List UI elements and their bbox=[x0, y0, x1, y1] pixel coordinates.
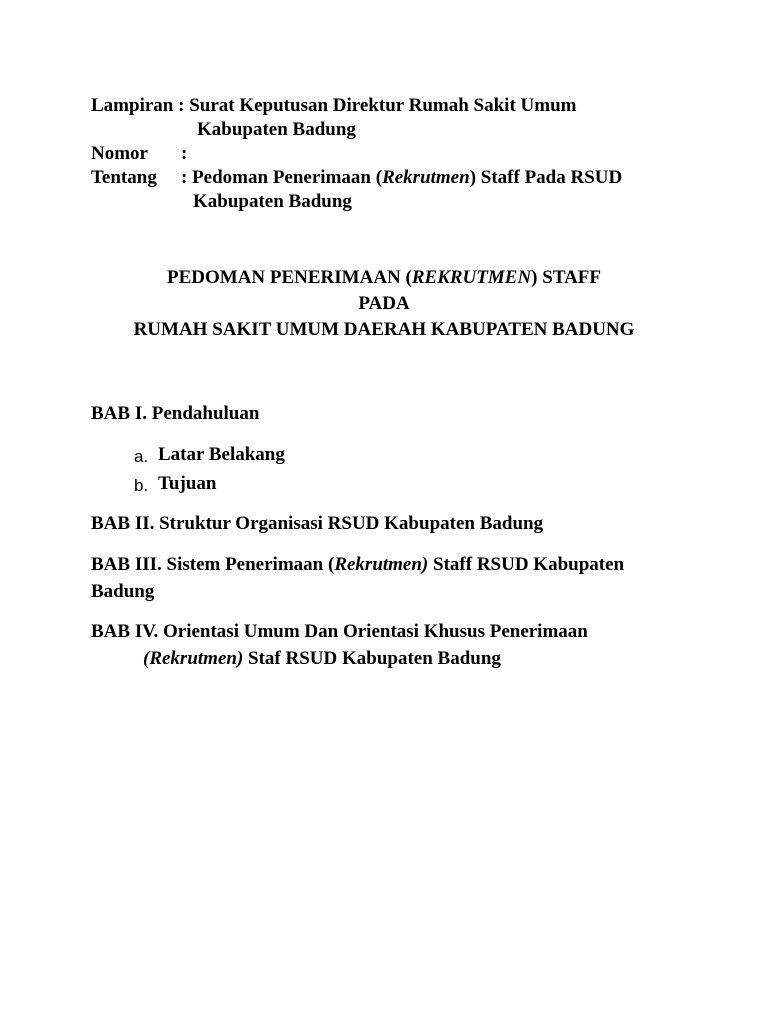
list-marker: b. bbox=[134, 476, 149, 495]
tentang-line1 bbox=[181, 166, 622, 190]
tentang-label: Tentang bbox=[91, 167, 157, 188]
nomor-label: Nomor bbox=[91, 143, 148, 164]
tentang-text-a: Pedoman Penerimaan ( bbox=[192, 167, 383, 188]
lampiran-text-line1: Surat Keputusan Direktur Rumah Sakit Umum bbox=[189, 95, 577, 116]
tentang-colon: : bbox=[181, 167, 188, 188]
lampiran-line bbox=[91, 94, 576, 118]
bab4-heading-line1: BAB IV. Orientasi Umum Dan Orientasi Khusus Penerimaan bbox=[91, 621, 588, 642]
bab3-text-italic: Rekrutmen) bbox=[334, 554, 429, 575]
lampiran-text-line2: Kabupaten Badung bbox=[197, 119, 356, 140]
lampiran-label: Lampiran bbox=[91, 95, 174, 116]
nomor-colon: : bbox=[181, 143, 188, 164]
bab4-text-italic: (Rekrutmen) bbox=[143, 648, 244, 669]
bab3-text-a: BAB III. Sistem Penerimaan ( bbox=[91, 554, 335, 575]
list-marker: a. bbox=[134, 447, 149, 466]
tentang-text-italic: Rekrutmen bbox=[382, 167, 470, 188]
bab3-text-c: Staff RSUD Kabupaten bbox=[428, 554, 625, 575]
title-line1 bbox=[0, 266, 768, 290]
lampiran-colon: : bbox=[178, 95, 185, 116]
bab4-heading-line2 bbox=[143, 647, 501, 671]
tentang-text-line2: Kabupaten Badung bbox=[193, 191, 352, 212]
list-item-text: Tujuan bbox=[158, 473, 217, 494]
title-line1-italic: REKRUTMEN bbox=[411, 267, 532, 288]
bab3-heading-line1 bbox=[91, 553, 624, 577]
tentang-text-c: ) Staff Pada RSUD bbox=[469, 167, 623, 188]
bab2-heading: BAB II. Struktur Organisasi RSUD Kabupaten Badung bbox=[91, 513, 544, 534]
title-line3: RUMAH SAKIT UMUM DAERAH KABUPATEN BADUNG bbox=[133, 319, 635, 340]
title-line2: PADA bbox=[358, 293, 410, 314]
title-line1-a: PEDOMAN PENERIMAAN ( bbox=[166, 267, 412, 288]
bab4-text-b: Staf RSUD Kabupaten Badung bbox=[243, 648, 501, 669]
title-line1-c: ) STAFF bbox=[531, 267, 602, 288]
bab1-heading: BAB I. Pendahuluan bbox=[91, 403, 260, 424]
list-item-text: Latar Belakang bbox=[158, 444, 285, 465]
bab3-heading-line2: Badung bbox=[91, 581, 155, 602]
